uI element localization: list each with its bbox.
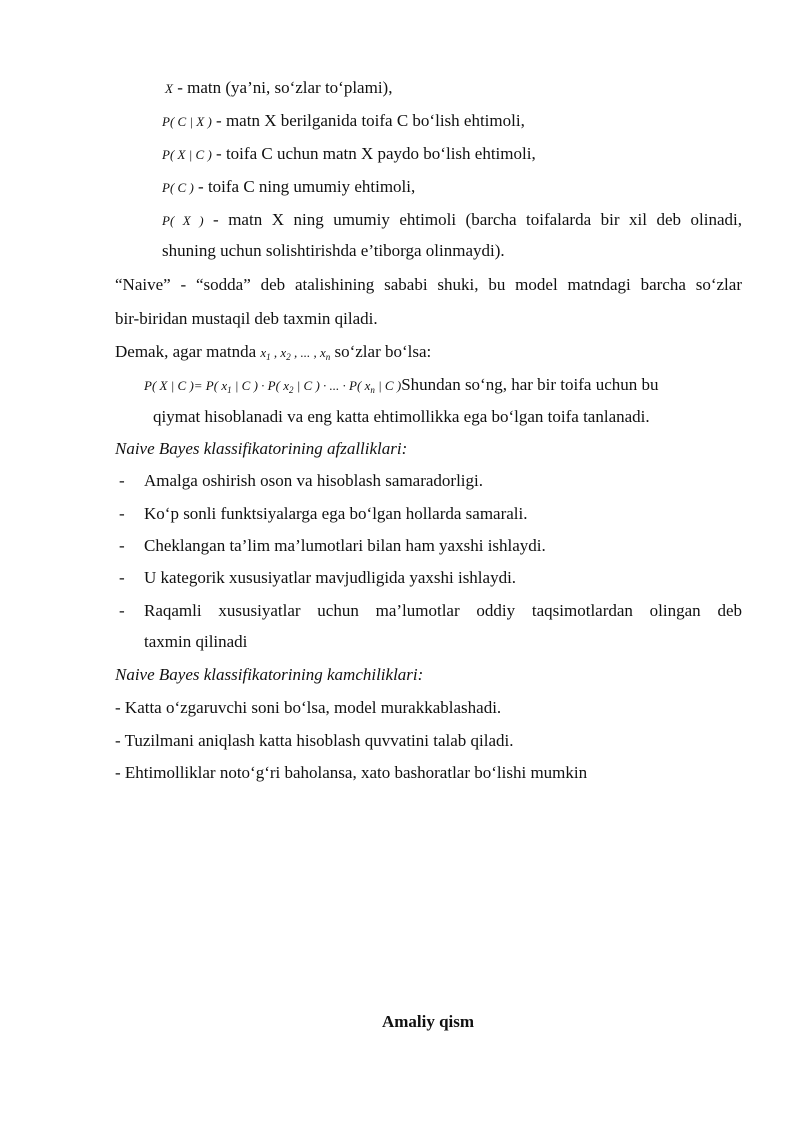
disadvantage-item: - Katta o‘zgaruvchi soni bo‘lsa, model murakkablashadi. (115, 698, 502, 717)
symbol-p-x-given-c: P( X | C ) (162, 147, 212, 162)
advantage-item-continuation: taxmin qilinadi (144, 632, 248, 651)
demak-line (115, 341, 431, 368)
definition-text: - matn X berilganida toifa C bo‘lish ehtimoli, (211, 111, 525, 130)
advantage-item: Ko‘p sonli funktsiyalarga ega bo‘lgan hollarda samarali. (144, 504, 528, 523)
definition-text: - toifa C uchun matn X paydo bo‘lish ehtimoli, (211, 144, 536, 163)
advantage-item: Amalga oshirish oson va hisoblash samaradorligi. (144, 471, 484, 490)
product-formula: P( X | C )= P( $x_1$ | C ) · P( $x_2$ | C ) · ... · P( $x_n$ | C ) (144, 378, 402, 395)
naive-paragraph-line2: bir-biridan mustaqil deb taxmin qiladi. (115, 309, 378, 328)
demak-prefix: Demak, agar matnda (115, 342, 261, 361)
advantage-bullet: - (119, 536, 125, 555)
disadvantage-item: - Ehtimolliklar noto‘g‘ri baholansa, xato bashoratlar bo‘lishi mumkin (115, 763, 588, 782)
product-formula-line2: qiymat hisoblanadi va eng katta ehtimollikka ega bo‘lgan toifa tanlanadi. (153, 407, 650, 426)
definition-p-x-given-c (162, 143, 536, 166)
definition-text: - toifa C ning umumiy ehtimoli, (193, 177, 416, 196)
advantage-item: Raqamli xususiyatlar uchun ma’lumotlar oddiy taqsimotlardan olingan deb (144, 601, 742, 620)
advantage-item: Cheklangan ta’lim ma’lumotlari bilan ham yaxshi ishlaydi. (144, 536, 546, 555)
advantage-bullet: - (119, 471, 125, 490)
disadvantages-heading: Naive Bayes klassifikatorining kamchiliklari: (115, 665, 424, 684)
advantage-bullet: - (119, 568, 125, 587)
naive-paragraph-line1: “Naive” - “sodda” deb atalishining sababi shuki, bu model matndagi barcha so‘zlar (115, 275, 742, 294)
section-title: Amaliy qism (381, 1012, 475, 1031)
advantages-heading: Naive Bayes klassifikatorining afzalliklari: (115, 439, 408, 458)
definition-p-c (162, 176, 415, 199)
symbol-p-c: P( C ) (162, 180, 194, 195)
definition-x (165, 77, 392, 100)
advantage-item: U kategorik xususiyatlar mavjudligida yaxshi ishlaydi. (144, 568, 517, 587)
symbol-x: X (165, 81, 173, 96)
definition-p-x-continuation: shuning uchun solishtirishda e’tiborga olinmaydi). (162, 241, 505, 260)
product-formula-line (144, 374, 659, 401)
definition-text: - matn (ya’ni, so‘zlar to‘plami), (172, 78, 393, 97)
product-formula-after: Shundan so‘ng, har bir toifa uchun bu (401, 375, 659, 394)
advantage-bullet: - (119, 504, 125, 523)
definition-p-x (162, 209, 742, 232)
disadvantage-item: - Tuzilmani aniqlash katta hisoblash quvvatini talab qiladi. (115, 731, 514, 750)
symbol-p-x: P( X ) (162, 213, 204, 228)
advantage-bullet: - (119, 601, 125, 620)
definition-p-c-given-x (162, 110, 525, 133)
definition-text: - matn X ning umumiy ehtimoli (barcha toifalarda bir xil deb olinadi, (203, 210, 742, 229)
symbol-p-c-given-x: P( C | X ) (162, 114, 212, 129)
demak-formula: $x_1$ , $x_2$ , ... , $x_n$ (260, 345, 331, 362)
demak-suffix: so‘zlar bo‘lsa: (330, 342, 432, 361)
